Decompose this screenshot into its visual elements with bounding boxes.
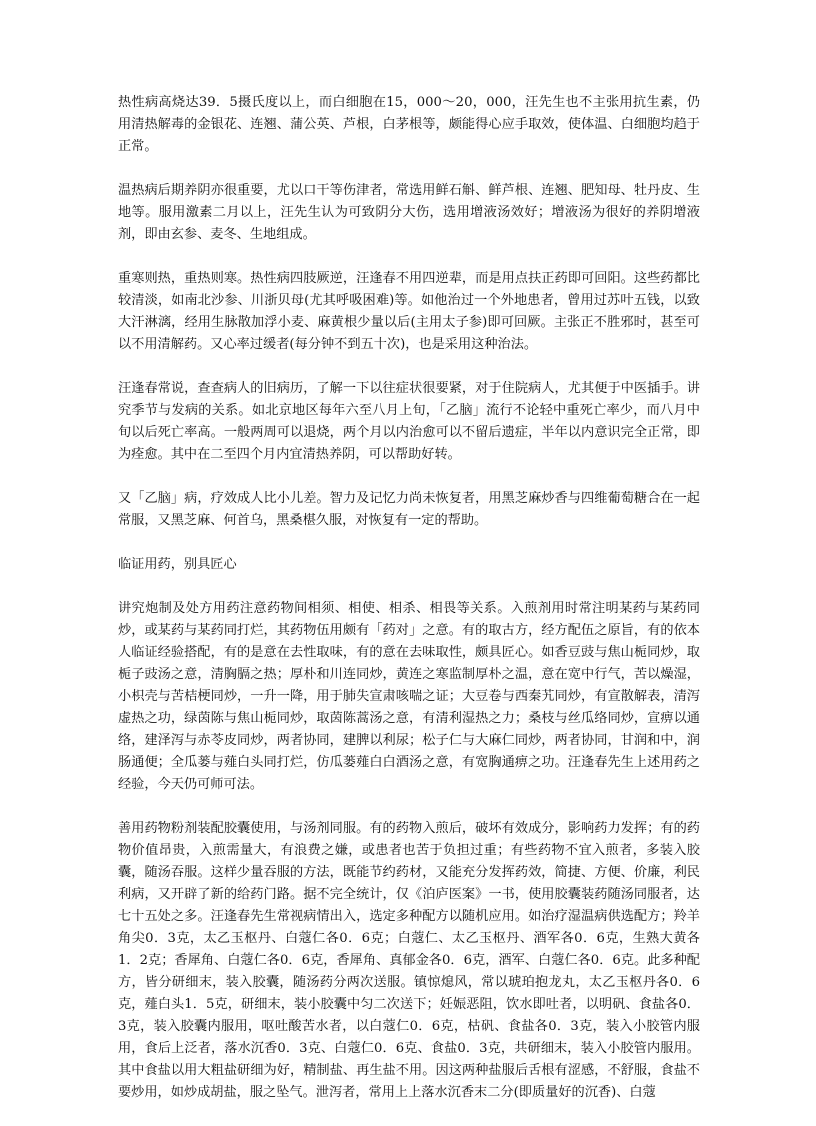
paragraph-nourish-yin: 温热病后期养阴亦很重要，尤以口干等伤津者，常选用鲜石斛、鲜芦根、连翘、肥知母、牡丹皮、生地等。服用激素二月以上，汪先生认为可致阴分大伤，选用增液汤效好；增液汤为很好的养阴增液剂，即由玄参、麦冬、生地组成。 — [118, 183, 700, 242]
paragraph-cold-heat: 重寒则热，重热则寒。热性病四肢厥逆，汪逢春不用四逆辈，而是用点扶正药即可回阳。这些药都比较清淡，如南北沙参、川浙贝母(尤其呼吸困难)等。如他治过一个外地患者，曾用过苏叶五钱，以致大汗淋漓，经用生脉散加浮小麦、麻黄根少量以后(主用太子参)即可回厥。主张正不胜邪时，甚至可以不用清解药。又心率过缓者(每分钟不到五十次)，也是采用这种治法。 — [118, 271, 700, 352]
paragraph-fever-antibiotics: 热性病高烧达39．5摄氏度以上，而白细胞在15，000～20，000，汪先生也不主张用抗生素，仍用清热解毒的金银花、连翘、蒲公英、芦根，白茅根等，颇能得心应手取效，使体温、白细胞均趋于正常。 — [118, 95, 700, 154]
paragraph-encephalitis-recovery: 又「乙脑」病，疗效成人比小儿差。智力及记忆力尚未恢复者，用黑芝麻炒香与四维葡萄糖合在一起常服，又黑芝麻、何首乌，黑桑椹久服，对恢复有一定的帮助。 — [118, 491, 700, 528]
paragraph-medical-history: 汪逢春常说，查查病人的旧病历，了解一下以往症状很要紧，对于住院病人，尤其便于中医插手。讲究季节与发病的关系。如北京地区每年六至八月上旬，「乙脑」流行不论轻中重死亡率少，而八月中旬以后死亡率高。一般两周可以退烧，两个月以内治愈可以不留后遗症，半年以内意识完全正常，即为痊愈。其中在二至四个月内宜清热养阴，可以帮助好转。 — [118, 381, 700, 462]
document-page — [118, 92, 700, 1126]
section-heading: 临证用药，别具匠心 — [118, 557, 237, 572]
paragraph-herb-pairing: 讲究炮制及处方用药注意药物间相须、相使、相杀、相畏等关系。入煎剂用时常注明某药与某药同炒，或某药与某药同打烂，其药物伍用颇有「药对」之意。有的取古方，经方配伍之原旨，有的依本人临证经验搭配，有的是意在去性取味，有的意在去味取性，颇具匠心。如香豆豉与焦山栀同炒，取栀子豉汤之意，清胸膈之热；厚朴和川连同炒，黄连之寒监制厚朴之温，意在宽中行气，苦以燥湿，小枳壳与苦桔梗同炒，一升一降，用于肺失宣肃咳喘之证；大豆卷与西秦艽同炒，有宣散解表，清泻虚热之功，绿茵陈与焦山栀同炒，取茵陈蒿汤之意，有清利湿热之力；桑枝与丝瓜络同炒，宣痹以通络，建泽泻与赤苓皮同炒，两者协同，建脾以利尿；松子仁与大麻仁同炒，两者协同，甘润和中，润肠通便；全瓜蒌与薤白头同打烂，仿瓜蒌薤白白酒汤之意，有宽胸通痹之功。汪逢春先生上述用药之经验，今天仍可师可法。 — [118, 601, 700, 792]
paragraph-capsule-powders: 善用药物粉剂装配胶囊使用，与汤剂同服。有的药物入煎后，破坏有效成分，影响药力发挥；有的药物价值昂贵，入煎需量大，有浪费之嫌，或患者也苦于负担过重；有些药物不宜入煎者，多装入胶囊，随汤吞服。这样少量吞服的方法，既能节约药材，又能充分发挥药效，简捷、方便、价廉，利民利病，又开辟了新的给药门路。据不完全统计，仅《泊庐医案》一书，使用胶囊装药随汤同服者，达七十五处之多。汪逢春先生常视病情出入，选定多种配方以随机应用。如治疗湿温病供选配方；羚羊角尖0．3克，太乙玉枢丹、白蔻仁各0．6克；白蔻仁、太乙玉枢丹、酒军各0．6克，生熟大黄各1．2克；香犀角、白蔻仁各0．6克，香犀角、真郁金各0．6克，酒军、白蔻仁各0．6克。此多种配方，皆分研细末，装入胶囊，随汤药分两次送服。镇惊熄风，常以琥珀抱龙丸，太乙玉枢丹各0．6克，薤白头1．5克，研细末，装小胶囊中匀二次送下；妊娠恶阻，饮水即吐者，以明矾、食盐各0．3克，装入胶囊内服用，呕吐酸苦水者，以白蔻仁0．6克，枯矾、食盐各0．3克，装入小胶管内服用，食后上泛者，落水沉香0．3克、白蔻仁0．6克、食盐0．3克，共研细末，装入小胶管内服用。其中食盐以用大粗盐研细为好，精制盐、再生盐不用。因这两种盐服后舌根有涩感，不舒服，食盐不要炒用，如炒成胡盐，服之坠气。泄泻者，常用上上落水沉香末二分(即质量好的沉香)、白蔻 — [118, 821, 700, 1100]
